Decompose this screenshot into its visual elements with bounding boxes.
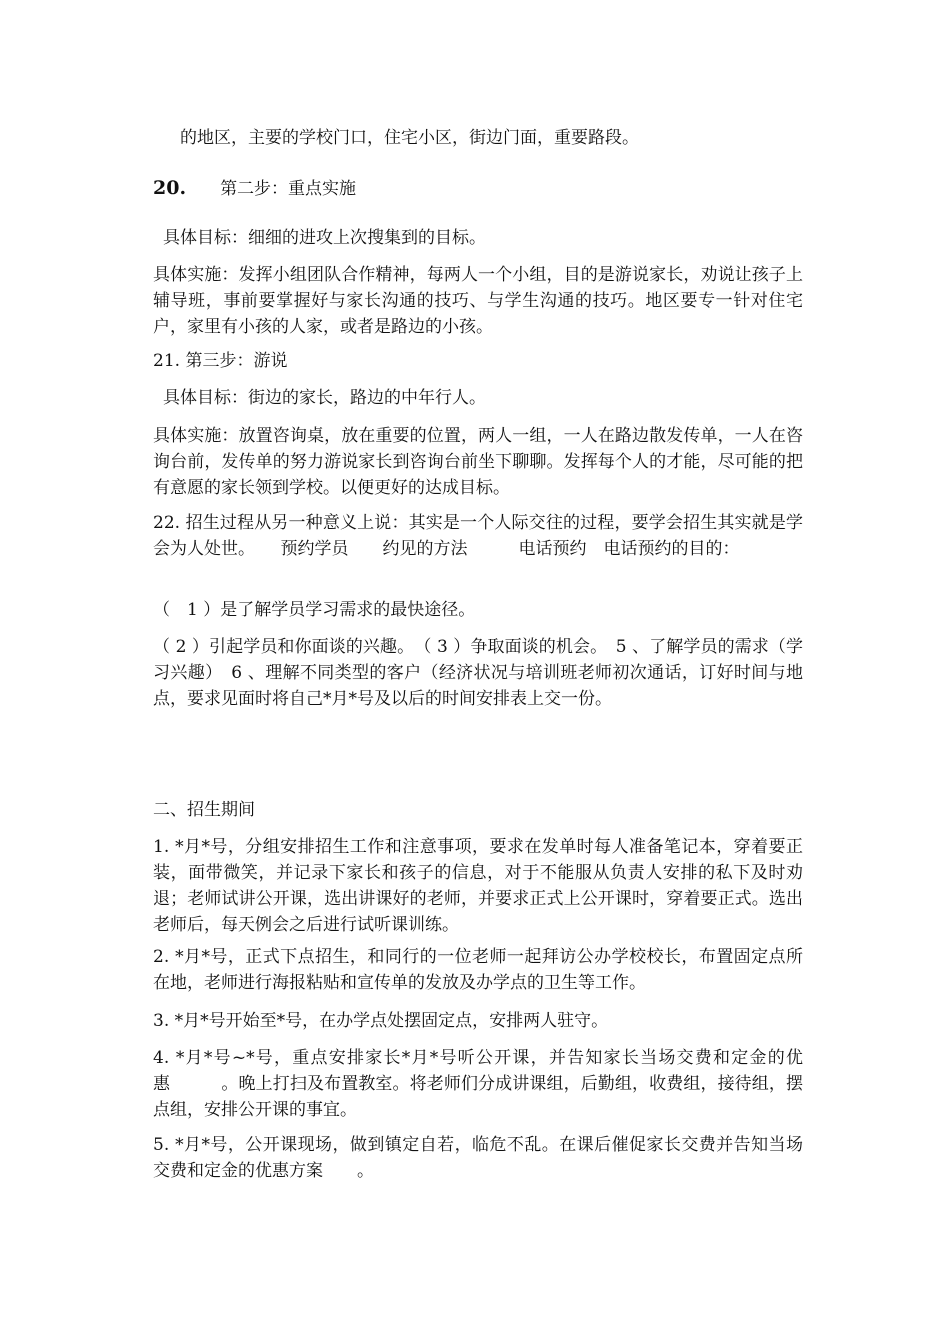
list-item-4: 4. *月*号~*号，重点安排家长*月*号听公开课，并告知家长当场交费和定金的优惠 。晚上打扫及布置教室。将老师们分成讲课组，后勤组，收费组，接待组，摆点组，安排公开课的事宜。 <box>153 1048 803 1120</box>
list-item-1: 1. *月*号，分组安排招生工作和注意事项，要求在发单时每人准备笔记本，穿着要正装，面带微笑，并记录下家长和孩子的信息，对于不能服从负责人安排的私下及时劝退；老师试讲公开课，选出讲课好的老师，并要求正式上公开课时，穿着要正式。选出老师后，每天例会之后进行试听课训练。 <box>153 837 803 935</box>
paragraph-goal-1: 具体目标：细细的进攻上次搜集到的目标。 <box>163 228 486 248</box>
paragraph-intro: 的地区，主要的学校门口，住宅小区，街边门面，重要路段。 <box>180 128 639 148</box>
paragraph-implementation-2: 具体实施：放置咨询桌，放在重要的位置，两人一组，一人在路边散发传单，一人在咨询台前，发传单的努力游说家长到咨询台前坐下聊聊。发挥每个人的才能，尽可能的把有意愿的家长领到学校。以便更好的达成目标。 <box>153 426 803 498</box>
list-item-3: 3. *月*号开始至*号，在办学点处摆固定点，安排两人驻守。 <box>153 1011 609 1031</box>
paragraph-22: 22. 招生过程从另一种意义上说：其实是一个人际交往的过程，要学会招生其实就是学会为人处世。 预约学员 约见的方法 电话预约 电话预约的目的： <box>153 513 803 559</box>
paragraph-goal-2: 具体目标：街边的家长，路边的中年行人。 <box>163 388 486 408</box>
heading-step2-number: 20. <box>153 177 187 199</box>
heading-step2-title: 第二步：重点实施 <box>220 179 357 199</box>
paragraph-reason-2: （ 2 ）引起学员和你面谈的兴趣。 （ 3 ）争取面谈的机会。 5 、了解学员的需求（学习兴趣） 6 、理解不同类型的客户（经济状况与培训班老师初次通话，订好时间与地点，要求见面时将自己*月*号及以后的时间安排表上交一份。 <box>153 637 803 709</box>
list-item-5: 5. *月*号，公开课现场，做到镇定自若，临危不乱。在课后催促家长交费并告知当场交费和定金的优惠方案 。 <box>153 1135 803 1181</box>
section-heading-enrollment: 二、招生期间 <box>153 800 255 820</box>
heading-step3: 21. 第三步：游说 <box>153 351 288 371</box>
heading-step2 <box>153 175 356 202</box>
paragraph-implementation-1: 具体实施：发挥小组团队合作精神，每两人一个小组，目的是游说家长，劝说让孩子上辅导班，事前要掌握好与家长沟通的技巧、与学生沟通的技巧。地区要专一针对住宅户，家里有小孩的人家，或者是路边的小孩。 <box>153 265 803 337</box>
list-item-2: 2. *月*号，正式下点招生，和同行的一位老师一起拜访公办学校校长，布置固定点所在地，老师进行海报粘贴和宣传单的发放及办学点的卫生等工作。 <box>153 947 803 993</box>
paragraph-reason-1: （ 1 ）是了解学员学习需求的最快途径。 <box>153 600 476 620</box>
